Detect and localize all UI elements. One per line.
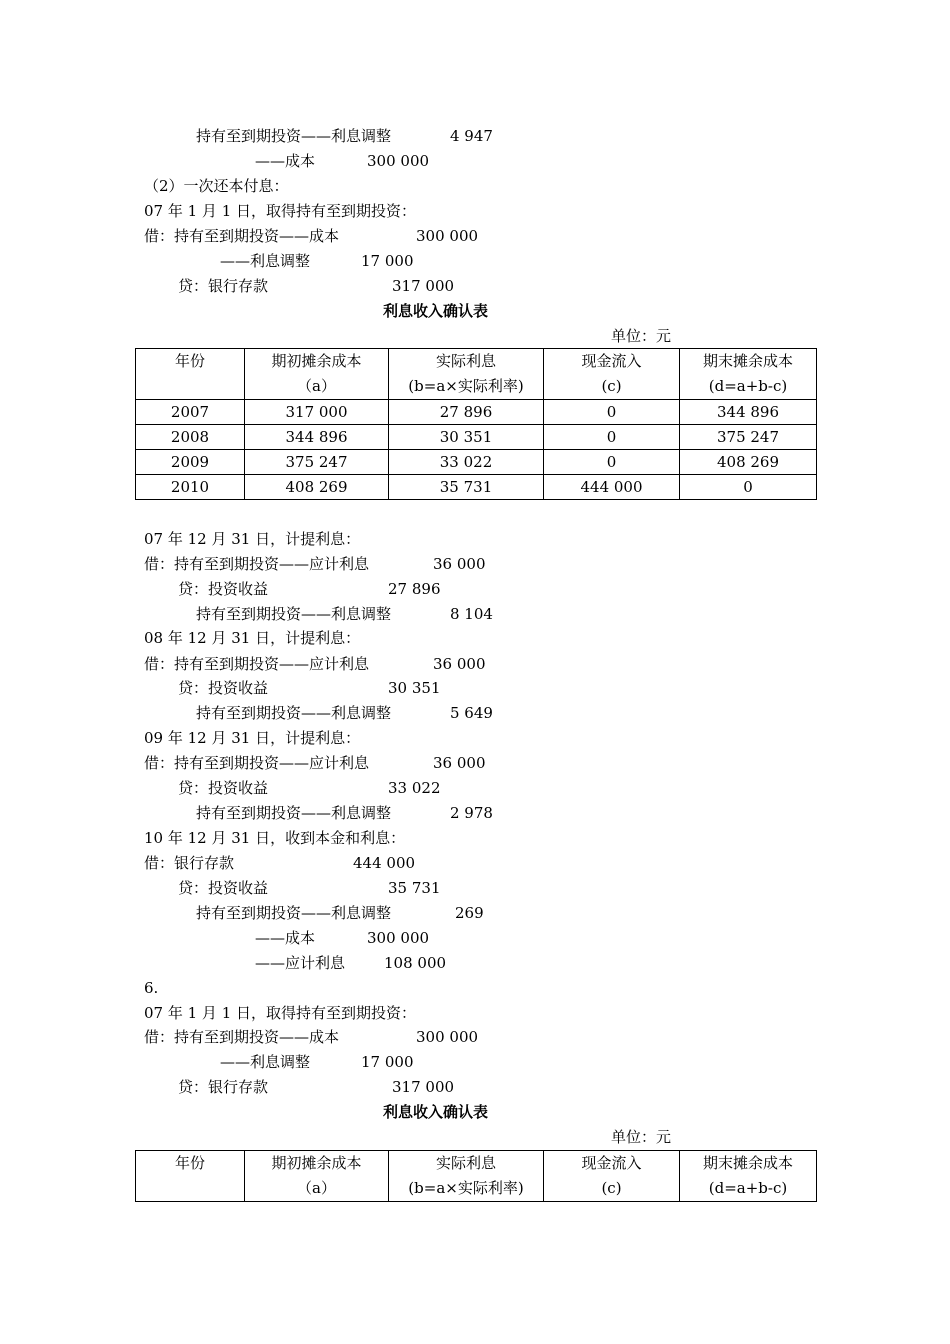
entry-line: 借：持有至到期投资——成本 [144, 227, 340, 245]
table-cell: 35 731 [389, 475, 544, 500]
table-cell: 408 269 [680, 450, 817, 475]
table-row [136, 400, 817, 425]
entry-line: 贷：银行存款 [178, 1078, 269, 1096]
entry-line: 借：持有至到期投资——应计利息 [144, 655, 370, 673]
entry-line: 持有至到期投资——利息调整 [196, 904, 392, 922]
header-cell: 实际利息 (b=a×实际利率) [389, 349, 544, 400]
entry-amount: 300 000 [416, 1028, 479, 1046]
table-cell: 408 269 [245, 475, 389, 500]
table-cell: 375 247 [680, 425, 817, 450]
table-header-row [136, 349, 817, 400]
entry-amount: 4 947 [450, 127, 493, 145]
interest-income-table [135, 1150, 817, 1202]
entry-line: 借：持有至到期投资——应计利息 [144, 555, 370, 573]
entry-amount: 269 [455, 904, 484, 922]
entry-line: 借：持有至到期投资——成本 [144, 1028, 340, 1046]
unit-label: 单位：元 [611, 1128, 672, 1146]
header-cell: 年份 [136, 1151, 245, 1202]
interest-income-table [135, 348, 817, 500]
header-cell: 期末摊余成本 (d=a+b-c) [680, 349, 817, 400]
entry-amount: 108 000 [384, 954, 447, 972]
entry-amount: 30 351 [388, 679, 441, 697]
section-number: 6. [144, 979, 159, 997]
entry-line: 持有至到期投资——利息调整 [196, 704, 392, 722]
entry-line: ——成本 [255, 929, 316, 947]
table-cell: 30 351 [389, 425, 544, 450]
entry-date: 07 年 12 月 31 日，计提利息： [144, 530, 361, 548]
entry-amount: 36 000 [433, 754, 486, 772]
entry-amount: 36 000 [433, 655, 486, 673]
header-cell: 期初摊余成本 （a） [245, 349, 389, 400]
entry-amount: 33 022 [388, 779, 441, 797]
table-cell: 2009 [136, 450, 245, 475]
table-cell: 0 [544, 425, 680, 450]
table-cell: 27 896 [389, 400, 544, 425]
entry-amount: 2 978 [450, 804, 493, 822]
table-cell: 444 000 [544, 475, 680, 500]
entry-amount: 444 000 [353, 854, 416, 872]
entry-amount: 27 896 [388, 580, 441, 598]
entry-amount: 17 000 [361, 252, 414, 270]
table-row [136, 450, 817, 475]
header-cell: 现金流入 (c) [544, 349, 680, 400]
entry-line: 贷：投资收益 [178, 879, 269, 897]
header-cell: 实际利息 (b=a×实际利率) [389, 1151, 544, 1202]
entry-amount: 8 104 [450, 605, 493, 623]
entry-amount: 5 649 [450, 704, 493, 722]
entry-amount: 36 000 [433, 555, 486, 573]
entry-amount: 35 731 [388, 879, 441, 897]
entry-date: 07 年 1 月 1 日，取得持有至到期投资： [144, 202, 417, 220]
entry-line: ——成本 [255, 152, 316, 170]
table-cell: 0 [544, 450, 680, 475]
table-cell: 344 896 [245, 425, 389, 450]
table-header-row [136, 1151, 817, 1202]
entry-line: 贷：投资收益 [178, 679, 269, 697]
entry-amount: 317 000 [392, 277, 455, 295]
entry-line: ——利息调整 [220, 1053, 311, 1071]
table-cell: 2008 [136, 425, 245, 450]
entry-line: ——应计利息 [255, 954, 346, 972]
table-cell: 0 [544, 400, 680, 425]
entry-line: ——利息调整 [220, 252, 311, 270]
section-heading: （2）一次还本付息： [144, 177, 289, 195]
entry-amount: 317 000 [392, 1078, 455, 1096]
table-cell: 344 896 [680, 400, 817, 425]
entry-line: 持有至到期投资——利息调整 [196, 804, 392, 822]
entry-date: 07 年 1 月 1 日，取得持有至到期投资： [144, 1004, 417, 1022]
header-cell: 期末摊余成本 (d=a+b-c) [680, 1151, 817, 1202]
entry-line: 借：银行存款 [144, 854, 235, 872]
header-cell: 期初摊余成本 （a） [245, 1151, 389, 1202]
table-cell: 2007 [136, 400, 245, 425]
entry-date: 08 年 12 月 31 日，计提利息： [144, 629, 361, 647]
table-row [136, 425, 817, 450]
entry-line: 借：持有至到期投资——应计利息 [144, 754, 370, 772]
entry-line: 持有至到期投资——利息调整 [196, 127, 392, 145]
entry-date: 10 年 12 月 31 日，收到本金和利息： [144, 829, 406, 847]
table-title: 利息收入确认表 [383, 302, 489, 320]
table-cell: 33 022 [389, 450, 544, 475]
entry-line: 持有至到期投资——利息调整 [196, 605, 392, 623]
entry-amount: 300 000 [367, 152, 430, 170]
header-cell: 现金流入 (c) [544, 1151, 680, 1202]
table-row [136, 475, 817, 500]
entry-amount: 300 000 [367, 929, 430, 947]
table-cell: 0 [680, 475, 817, 500]
entry-date: 09 年 12 月 31 日，计提利息： [144, 729, 361, 747]
unit-label: 单位：元 [611, 327, 672, 345]
entry-line: 贷：银行存款 [178, 277, 269, 295]
table-cell: 2010 [136, 475, 245, 500]
entry-line: 贷：投资收益 [178, 779, 269, 797]
table-cell: 317 000 [245, 400, 389, 425]
entry-amount: 17 000 [361, 1053, 414, 1071]
entry-amount: 300 000 [416, 227, 479, 245]
table-cell: 375 247 [245, 450, 389, 475]
table-title: 利息收入确认表 [383, 1103, 489, 1121]
entry-line: 贷：投资收益 [178, 580, 269, 598]
header-cell: 年份 [136, 349, 245, 400]
